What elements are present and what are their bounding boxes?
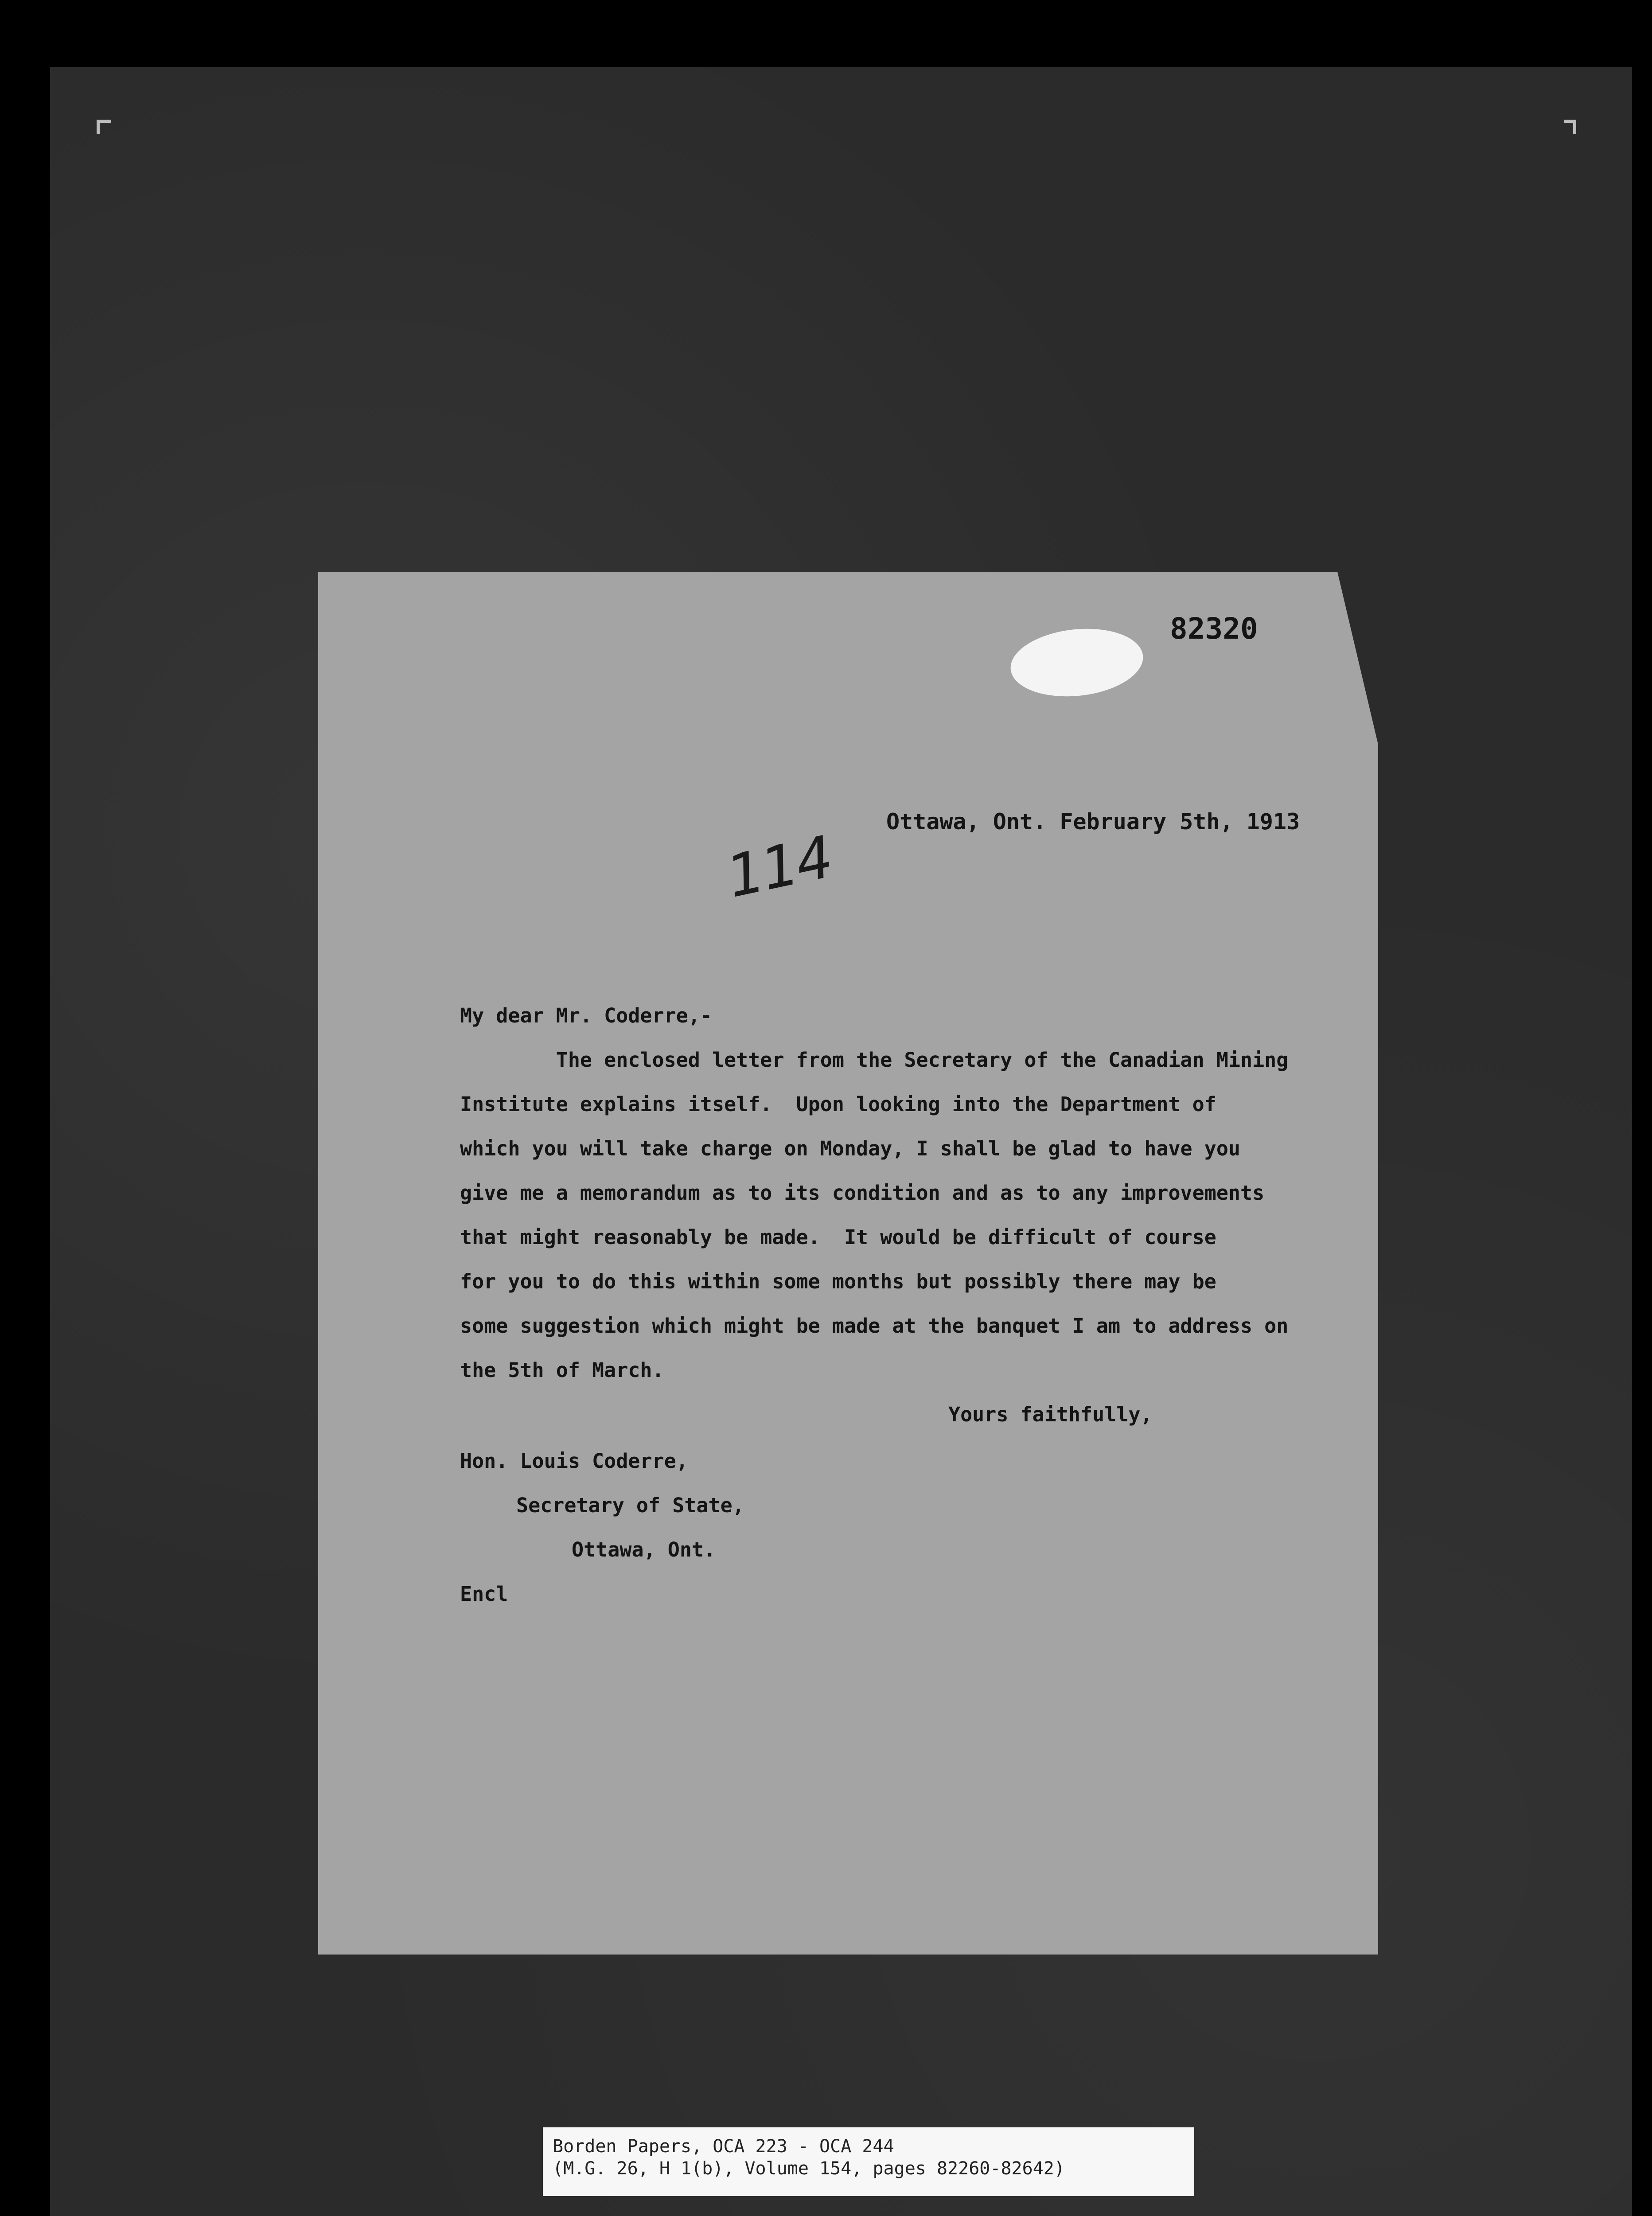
crop-mark-top-left — [97, 120, 111, 134]
handwritten-folio: 114 — [721, 823, 838, 911]
reference-line: Borden Papers, OCA 223 - OCA 244 — [553, 2136, 894, 2157]
body-line: Institute explains itself. Upon looking into the Department of — [460, 1092, 1216, 1116]
crop-mark-top-right — [1564, 120, 1576, 134]
dateline: Ottawa, Ont. February 5th, 1913 — [886, 809, 1300, 835]
salutation: My dear Mr. Coderre,- — [460, 1004, 712, 1027]
letter-sheet — [318, 572, 1378, 1955]
body-line: give me a memorandum as to its condition and as to any improvements — [460, 1181, 1265, 1205]
reference-label — [543, 2127, 1194, 2196]
recipient-title: Secretary of State, — [516, 1494, 744, 1517]
body-line: the 5th of March. — [460, 1358, 664, 1382]
enclosure-note: Encl — [460, 1582, 508, 1606]
body-line: some suggestion which might be made at the banquet I am to address on — [460, 1314, 1289, 1338]
page-number: 82320 — [1170, 612, 1258, 646]
body-line: The enclosed letter from the Secretary of the Canadian Mining — [460, 1048, 1289, 1072]
body-line: that might reasonably be made. It would be difficult of course — [460, 1225, 1216, 1249]
reference-line: (M.G. 26, H 1(b), Volume 154, pages 82260-82642) — [553, 2158, 1065, 2179]
body-line: for you to do this within some months but possibly there may be — [460, 1270, 1216, 1293]
body-line: which you will take charge on Monday, I shall be glad to have you — [460, 1137, 1240, 1160]
recipient-name: Hon. Louis Coderre, — [460, 1449, 688, 1473]
recipient-city: Ottawa, Ont. — [572, 1538, 716, 1561]
closing: Yours faithfully, — [948, 1403, 1153, 1426]
